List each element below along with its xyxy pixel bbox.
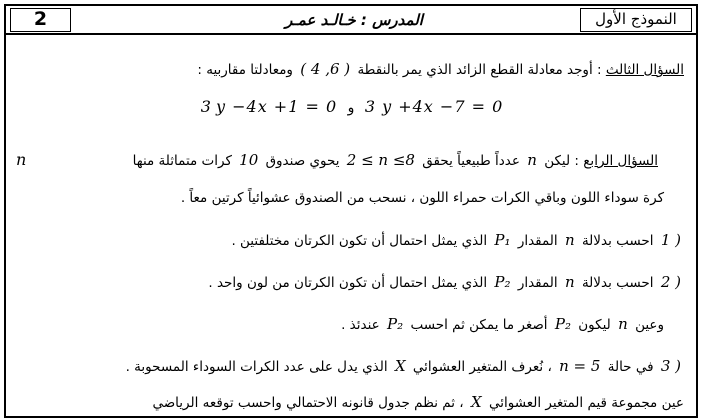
q4-l6-c: الذي يدل على عدد الكرات السوداء المسحوبة . xyxy=(125,359,388,375)
q4-l7-a: عين مجموعة قيم المتغير العشوائي xyxy=(488,395,684,411)
q4-n-4: n xyxy=(564,273,575,291)
q4-p1: P₁ xyxy=(494,231,511,249)
q3-text-end: ومعادلتا مقاربيه : xyxy=(197,62,293,78)
page-number: 2 xyxy=(10,8,71,32)
q4-inequality: 2 ≤ n ≤8 xyxy=(346,151,415,169)
q4-n-1: n xyxy=(527,151,537,169)
q4-l5-a: وعين xyxy=(635,317,664,333)
q4-line-1 xyxy=(133,150,658,171)
q4-l4-num: 2 ) xyxy=(660,273,681,291)
q4-l4-c: الذي يمثل احتمال أن تكون الكرتان من لون واحد . xyxy=(208,275,488,291)
teacher-name: المدرس : خـالـد عمـر xyxy=(285,11,423,29)
q3-line xyxy=(197,59,684,80)
q3-text: : أوجد معادلة القطع الزائد الذي يمر بالنقطة xyxy=(357,62,602,78)
q4-line-3 xyxy=(231,230,684,251)
q4-l5-b: ليكون xyxy=(578,317,611,333)
q4-line-4 xyxy=(208,272,684,293)
header-bar xyxy=(4,4,698,35)
equation-2: 3 y −4x +1 = 0 xyxy=(200,97,338,116)
q4-ten: 10 xyxy=(239,151,259,169)
q4-l4-b: المقدار xyxy=(517,275,558,291)
q4-line-5 xyxy=(341,314,664,335)
q4-l5-d: عندئذ . xyxy=(341,317,380,333)
q4-line-2: كرة سوداء اللون وباقي الكرات حمراء اللون ، نسحب من الصندوق عشوائياً كرتين معاً . xyxy=(180,190,664,206)
q4-l3-a: احسب بدلالة xyxy=(581,233,654,249)
q4-p2-b: P₂ xyxy=(554,315,571,333)
q4-l1-d: كرات متماثلة منها xyxy=(132,153,232,169)
q4-n-5: n xyxy=(618,315,628,333)
q4-l3-num: 1 ) xyxy=(660,231,681,249)
equation-1: 3 y +4x −7 = 0 xyxy=(364,97,504,116)
q4-l3-c: الذي يمثل احتمال أن تكون الكرتان مختلفتين . xyxy=(231,233,488,249)
q4-line-6 xyxy=(126,356,684,377)
q4-l6-num: 3 ) xyxy=(660,357,681,375)
q4-l6-b: ، نُعرف المتغير العشوائي xyxy=(412,359,552,375)
q4-l6-a: في حالة xyxy=(607,359,654,375)
q4-l1-b: عدداً طبيعياً يحقق xyxy=(422,153,520,169)
q4-n-3: n xyxy=(564,231,575,249)
q4-n-equals-5: n = 5 xyxy=(559,357,601,375)
equation-conj: و xyxy=(347,100,355,116)
q4-p2: P₂ xyxy=(494,273,511,291)
q4-x-1: X xyxy=(394,357,406,375)
q4-n-end: n xyxy=(16,150,27,169)
q3-title: السؤال الثالث xyxy=(605,62,684,78)
q4-l4-a: احسب بدلالة xyxy=(581,275,654,291)
q3-point: ( 4 ,6 ) xyxy=(300,60,351,78)
q4-l7-b: ، ثم نظم جدول قانونه الاحتمالي واحسب توقعه الرياضي xyxy=(152,395,464,411)
asymptote-equations xyxy=(0,96,704,119)
model-label: النموذج الأول xyxy=(580,8,692,32)
q4-x-2: X xyxy=(470,393,482,411)
q4-line-7 xyxy=(152,392,684,413)
q4-l1-a: : ليكن xyxy=(544,153,579,169)
q4-l3-b: المقدار xyxy=(517,233,558,249)
q4-l1-c: يحوي صندوق xyxy=(265,153,340,169)
q4-p2-c: P₂ xyxy=(387,315,404,333)
q4-l5-c: أصغر ما يمكن ثم احسب xyxy=(410,317,548,333)
q4-title: السؤال الرابع xyxy=(583,153,658,169)
